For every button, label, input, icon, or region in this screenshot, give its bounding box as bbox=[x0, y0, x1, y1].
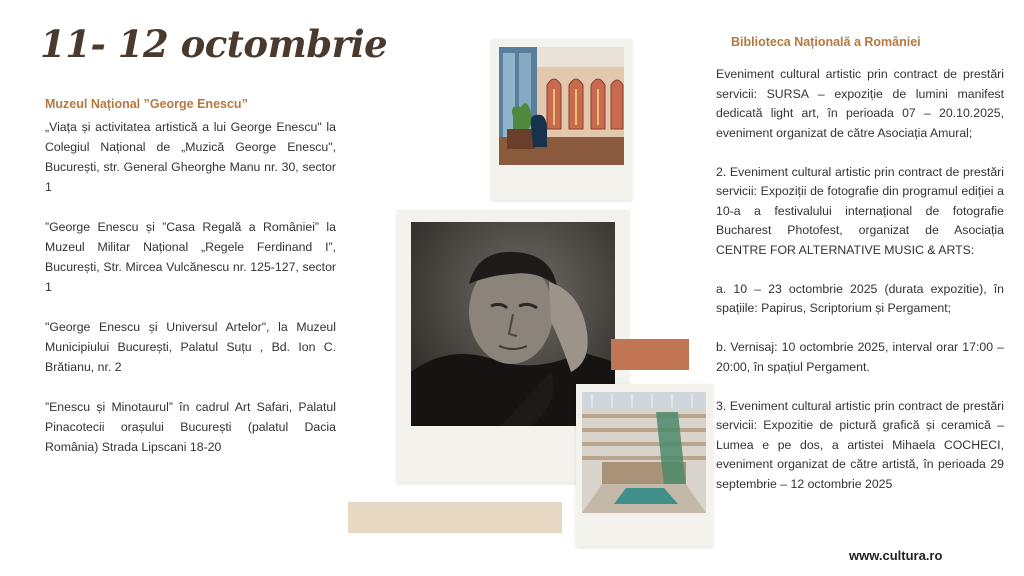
library-atrium-photo bbox=[582, 392, 706, 513]
right-paragraph: 2. Eveniment cultural artistic prin contract de prestări servicii: Expoziții de fotografie din programul ediției a 10-a a festivalului internațional de fotografie Bucharest Photofest, organizat de Asociația CENTRE FOR ALTERNATIVE MUSIC & ARTS: bbox=[716, 164, 1004, 257]
gallery-room-photo bbox=[499, 47, 624, 165]
right-paragraph: Eveniment cultural artistic prin contract de prestări servicii: SURSA – expoziție de lumini manifest dedicată light art, în perioada 07 – 20.10.2025, eveniment organizat de către Asociația Amural; bbox=[716, 67, 1004, 140]
left-paragraph: ”George Enescu și ”Casa Regală a României” la Muzeul Militar Național „Regele Ferdinand I”, București, Str. Mircea Vulcănescu nr. 125-127, sector 1 bbox=[45, 220, 336, 294]
gallery-photo-frame bbox=[491, 39, 632, 200]
left-event-list bbox=[45, 117, 336, 477]
page-title: 11- 12 octombrie bbox=[40, 22, 388, 66]
left-paragraph: „Viața și activitatea artistică a lui George Enescu" la Colegiul Național de „Muzică George Enescu", București, str. General Gheorghe Manu nr. 30, sector 1 bbox=[45, 120, 336, 194]
decorative-beige-bar bbox=[348, 502, 562, 533]
right-paragraph: a. 10 – 23 octombrie 2025 (durata expozitie), în spațiile: Papirus, Scriptorium și Pergament; bbox=[716, 281, 1004, 315]
left-heading: Muzeul Național ”George Enescu” bbox=[45, 97, 248, 111]
right-paragraph: 3. Eveniment cultural artistic prin contract de prestări servicii: Expozitie de pictură grafică și ceramică – Lumea e pe dos, a artistei Mihaela COCHECI, eveniment organizat de către artistă, în perioada 29 septembrie – 12 octombrie 2025 bbox=[716, 398, 1004, 491]
website-link[interactable]: www.cultura.ro bbox=[849, 548, 943, 563]
decorative-rust-block bbox=[611, 339, 689, 370]
right-event-list bbox=[716, 65, 1004, 514]
atrium-photo-frame bbox=[576, 384, 713, 547]
right-paragraph: b. Vernisaj: 10 octombrie 2025, interval orar 17:00 – 20:00, în spațiul Pergament. bbox=[716, 340, 1004, 374]
left-paragraph: "George Enescu și Universul Artelor", la Muzeul Municipiului București, Palatul Suțu , Bd. Ion C. Brătianu, nr. 2 bbox=[45, 320, 336, 374]
left-paragraph: ”Enescu și Minotaurul” în cadrul Art Safari, Palatul Pinacotecii orașului București (palatul Dacia România) Strada Lipscani 18-20 bbox=[45, 400, 336, 454]
right-heading: Biblioteca Națională a României bbox=[731, 35, 921, 49]
